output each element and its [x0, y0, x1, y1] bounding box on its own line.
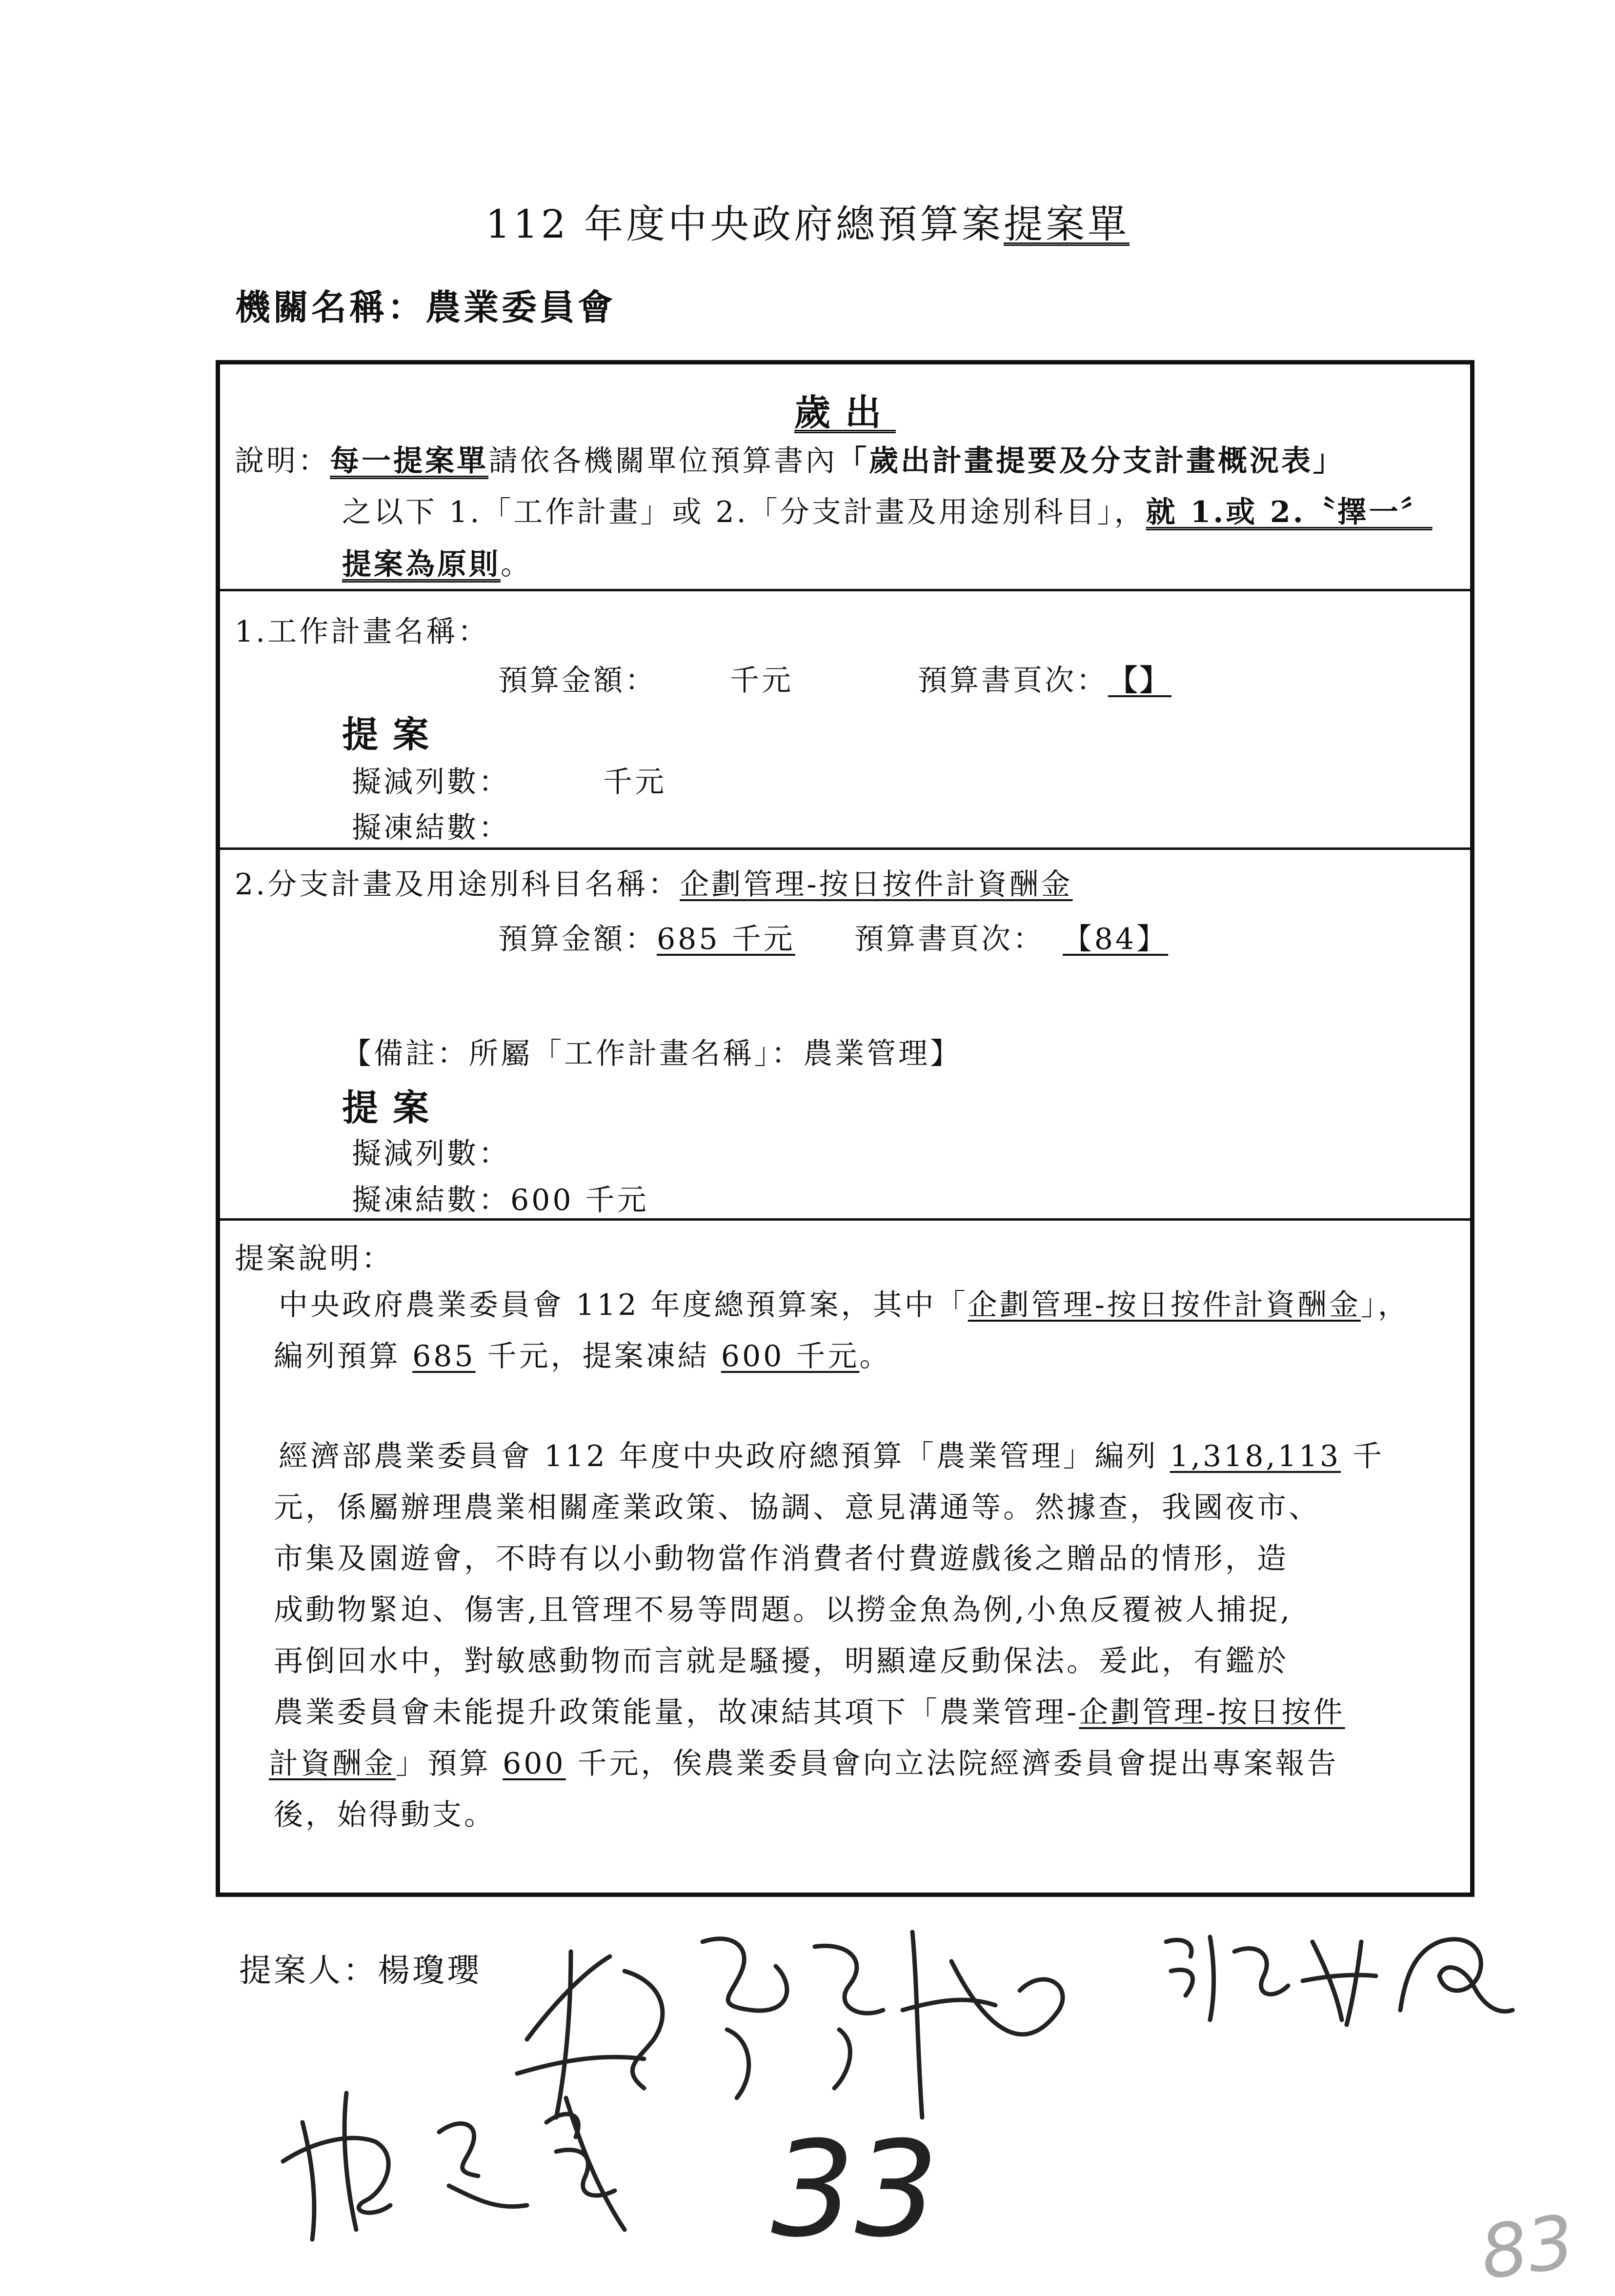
budget-label: 預算金額： — [498, 922, 657, 956]
text: 農業委員會未能提升政策能量，故凍結其項下「農業管理- — [274, 1695, 1079, 1730]
freeze-label: 擬凍結數： — [352, 1183, 510, 1217]
expenditure-heading: 歲出 — [794, 392, 896, 434]
branch-budget — [498, 916, 795, 958]
explanation-p2-line3: 市集及園遊會，不時有以小動物當作消費者付費遊戲後之贈品的情形，造 — [274, 1542, 1289, 1576]
proposal-heading: 提案 — [342, 1087, 444, 1129]
freeze-line — [352, 1177, 649, 1219]
explanation-p2-line8: 後，始得動支。 — [274, 1798, 496, 1832]
budget-label: 預算金額： — [498, 664, 657, 698]
explanation-p2-line2: 元，係屬辦理農業相關產業政策、協調、意見溝通等。然據查，我國夜市、 — [274, 1490, 1320, 1525]
item-name: 計資酬金 — [269, 1747, 396, 1781]
page-title — [0, 193, 1615, 249]
text: 經濟部農業委員會 112 年度中央政府總預算「農業管理」編列 — [279, 1439, 1170, 1473]
branch-page — [854, 916, 1186, 958]
appropriation-amount: 1,318,113 — [1170, 1439, 1341, 1473]
freeze-value: 600 千元 — [510, 1183, 649, 1217]
divider — [220, 1218, 1470, 1221]
branch-name-value: 企劃管理-按日按件計資酬金 — [680, 867, 1073, 902]
branch-plan-section — [220, 852, 1470, 1223]
budget-value: 685 千元 — [657, 922, 795, 956]
freeze-amount: 600 千元 — [721, 1339, 860, 1373]
note-line-1 — [235, 438, 1345, 480]
explanation-p2-line4: 成動物緊迫、傷害,且管理不易等問題。以撈金魚為例,小魚反覆被人捕捉, — [274, 1593, 1292, 1627]
title-suffix: 提案單 — [1004, 201, 1130, 247]
note-options: 之以下 1.「工作計畫」或 2.「分支計畫及用途別科目」， — [342, 495, 1146, 529]
page-label: 預算書頁次： — [918, 664, 1108, 698]
expenditure-section — [220, 364, 1470, 594]
proposal-form — [216, 360, 1474, 1897]
budget-unit: 千元 — [730, 664, 793, 698]
reduce-unit: 千元 — [603, 765, 666, 799]
text: 。 — [859, 1339, 891, 1373]
budget-amount: 685 — [412, 1339, 476, 1373]
proposal-heading: 提案 — [342, 714, 444, 756]
explanation-p2-line1 — [279, 1433, 1384, 1475]
note-table-name: 「歲出計畫提要及分支計畫概況表」 — [837, 444, 1345, 478]
agency-name: 農業委員會 — [425, 286, 616, 328]
note-period: 。 — [501, 547, 532, 582]
note-text: 請依各機關單位預算書內 — [488, 444, 837, 478]
proposer-line — [239, 1944, 482, 1991]
item-name: 企劃管理-按日按件計資酬金 — [968, 1288, 1361, 1322]
text: 」， — [1360, 1288, 1410, 1322]
page-label: 預算書頁次： — [854, 922, 1045, 956]
note-line-3 — [342, 541, 532, 583]
text: 千元，提案凍結 — [475, 1339, 721, 1373]
text: 千元，俟農業委員會向立法院經濟委員會提出專案報告 — [565, 1747, 1339, 1781]
divider — [220, 589, 1470, 591]
signature-3 — [273, 2064, 673, 2259]
explanation-p2-line6 — [274, 1689, 1345, 1731]
explanation-p2-line7 — [269, 1740, 1339, 1782]
page-ref: 【84】 — [1062, 922, 1169, 956]
text: 千 — [1341, 1439, 1385, 1473]
work-plan-budget — [498, 657, 793, 699]
proposer-name: 楊瓊瓔 — [378, 1952, 482, 1989]
note-principle: 提案為原則 — [342, 547, 501, 582]
reduce-label: 擬減列數： — [352, 765, 510, 799]
explanation-p2-line5: 再倒回水中，對敏感動物而言就是騷擾，明顯違反動保法。爰此，有鑑於 — [274, 1644, 1289, 1678]
proposer-label: 提案人： — [239, 1952, 378, 1989]
reduce-line — [352, 759, 666, 801]
agency-label: 機關名稱： — [235, 286, 426, 328]
work-plan-name-label: 1.工作計畫名稱： — [235, 615, 490, 649]
branch-plan-name — [235, 861, 1073, 903]
divider — [220, 847, 1470, 850]
title-prefix: 112 年度中央政府總預算案 — [485, 201, 1004, 247]
text: 中央政府農業委員會 112 年度總預算案，其中「 — [279, 1288, 968, 1322]
freeze-label: 擬凍結數： — [352, 811, 510, 845]
freeze-amount: 600 — [503, 1747, 566, 1781]
note-choose-one: 就 1.或 2.〝擇一〞 — [1146, 495, 1433, 529]
handwritten-number: 33 — [771, 2113, 939, 2266]
page-ref: 【】 — [1108, 664, 1171, 698]
reduce-label: 擬減列數： — [352, 1137, 510, 1171]
text: 編列預算 — [274, 1339, 413, 1373]
note-label: 說明： — [235, 444, 330, 478]
text: 」預算 — [396, 1747, 503, 1781]
explanation-label: 提案說明： — [235, 1242, 393, 1276]
note-line-2 — [342, 489, 1433, 531]
signature-2 — [1151, 1913, 1522, 2034]
branch-name-label: 2.分支計畫及用途別科目名稱： — [235, 867, 680, 902]
explanation-section — [220, 1223, 1470, 1896]
explanation-p1-line2 — [274, 1333, 891, 1375]
agency-line — [235, 279, 616, 330]
remark: 【備註：所屬「工作計畫名稱」：農業管理】 — [342, 1037, 962, 1071]
item-name: 企劃管理-按日按件 — [1079, 1695, 1345, 1730]
page-mark: 83 — [1475, 2199, 1580, 2296]
note-each-form: 每一提案單 — [330, 444, 488, 478]
explanation-p1-line1 — [279, 1282, 1410, 1324]
work-plan-page — [918, 657, 1220, 699]
work-plan-section — [220, 594, 1470, 850]
